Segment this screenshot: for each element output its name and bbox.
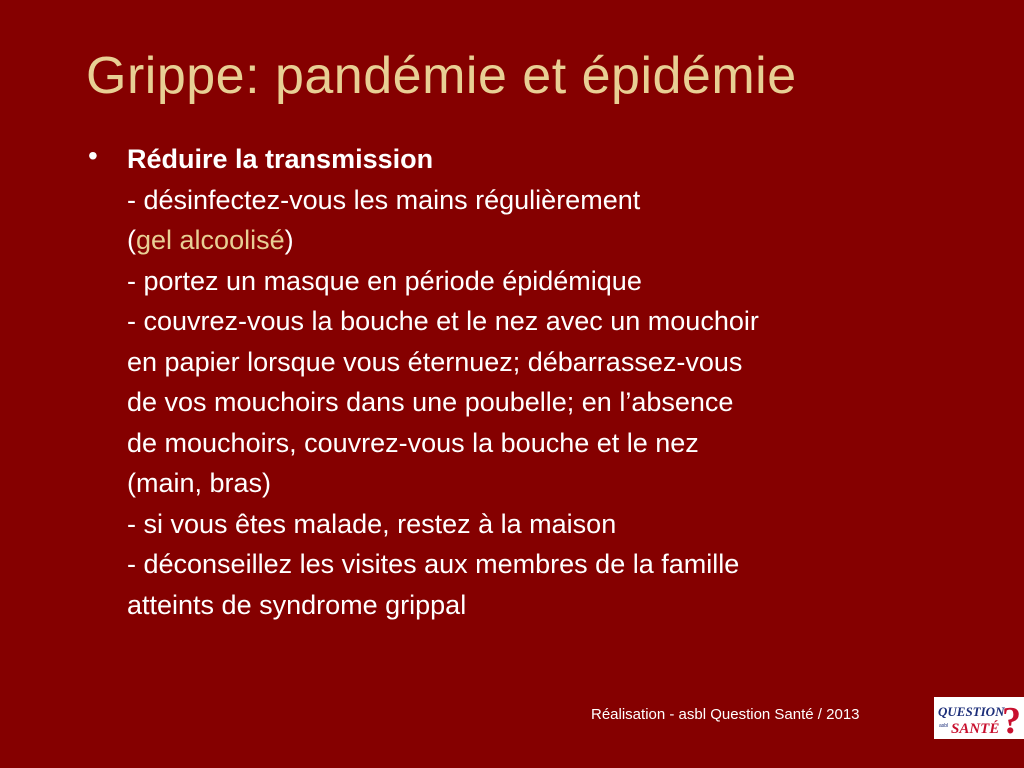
body-line-11: atteints de syndrome grippal [127, 589, 467, 620]
logo-word-asbl: asbl [939, 723, 949, 729]
gel-alcoolise-highlight: gel alcoolisé [136, 225, 285, 255]
bullet-content [127, 139, 957, 625]
bullet-marker: • [88, 140, 98, 171]
body-line-2 [127, 220, 957, 261]
logo-word-question: QUESTION [938, 704, 1005, 719]
paren-close: ) [284, 225, 294, 255]
body-line-10: - déconseillez les visites aux membres de la famille [127, 549, 740, 579]
slide-title: Grippe: pandémie et épidémie [86, 47, 797, 105]
logo-word-sante: SANTÉ [951, 721, 1000, 737]
logo-question-mark: ? [1002, 700, 1021, 739]
body-line-7: de mouchoirs, couvrez-vous la bouche et le nez [127, 427, 699, 458]
paren-open: ( [127, 225, 136, 255]
body-line-1: - désinfectez-vous les mains régulièrement [127, 184, 641, 215]
body-line-6: de vos mouchoirs dans une poubelle; en l’absence [127, 387, 734, 417]
body-line-8: (main, bras) [127, 468, 272, 498]
bullet-heading: Réduire la transmission [127, 144, 434, 174]
question-sante-logo [934, 697, 1024, 739]
body-line-9: - si vous êtes malade, restez à la maison [127, 508, 617, 539]
body-line-5: en papier lorsque vous éternuez; débarrassez-vous [127, 346, 743, 377]
footer-credit: Réalisation - asbl Question Santé / 2013 [591, 706, 860, 723]
body-line-4: - couvrez-vous la bouche et le nez avec un mouchoir [127, 306, 759, 336]
body-line-3: - portez un masque en période épidémique [127, 265, 642, 296]
